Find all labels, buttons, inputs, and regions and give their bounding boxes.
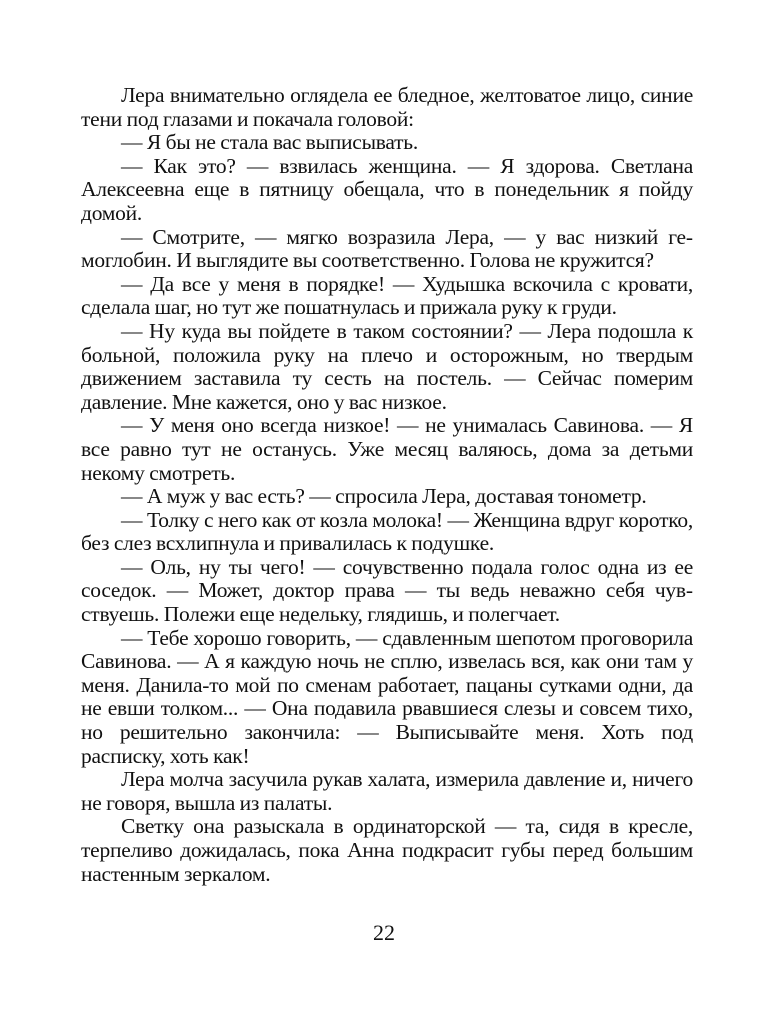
paragraph-8: — А муж у вас есть? — спросила Лера, доставая тонометр.	[121, 484, 647, 509]
paragraph-11: — Тебе хорошо говорить, — сдавленным шепотом проговорила Савинова. — А я каждую ночь не сплю, извелась вся, как они там у меня. Данила-то мой по сменам работает, пацаны сутками одни, да не евши толком... — Она подавила рвавшиеся слезы и совсем тихо, но решительно закончила: — Выписывайте меня. Хоть под расписку, хоть как!	[81, 625, 693, 768]
paragraph-3: — Как это? — взвилась женщина. — Я здорова. Светлана Алексеевна еще в пятницу обещала, что в понедельник я пойду домой.	[81, 153, 693, 225]
paragraph-6: — Ну куда вы пойдете в таком состоянии? — Лера подошла к больной, положила руку на плечо и осторожным, но твердым движением заставила ту сесть на постель. — Сейчас померим давление. Мне кажется, оно у вас низкое.	[81, 318, 693, 414]
paragraph-13: Светку она разыскала в ординаторской — та, сидя в кресле, терпеливо дожидалась, пока Анна подкрасит губы перед большим настенным зеркалом.	[81, 814, 693, 886]
paragraph-12: Лера молча засучила рукав халата, измерила давление и, ничего не говоря, вышла из палаты.	[81, 767, 693, 815]
book-page-text	[81, 84, 693, 886]
paragraph-7: — У меня оно всегда низкое! — не унималась Савинова. — Я все равно тут не останусь. Уже месяц валяюсь, дома за детьми некому смотреть.	[81, 413, 693, 485]
paragraph-1: Лера внимательно оглядела ее бледное, желтоватое лицо, синие тени под глазами и покачала головой:	[81, 83, 693, 131]
paragraph-9: — Толку с него как от козла молока! — Женщина вдруг коротко, без слез всхлипнула и привалилась к подушке.	[81, 507, 693, 556]
paragraph-5: — Да все у меня в порядке! — Худышка вскочила с кровати, сделала шаг, но тут же пошатнулась и прижала руку к груди.	[81, 271, 693, 320]
paragraph-10: — Оль, ну ты чего! — сочувственно подала голос одна из ее соседок. — Может, доктор права — ты ведь неважно себя чувствуешь. Полежи еще недельку, глядишь, и полегчает.	[81, 554, 693, 627]
paragraph-2: — Я бы не стала вас выписывать.	[121, 130, 418, 155]
paragraph-4: — Смотрите, — мягко возразила Лера, — у вас низкий гемоглобин. И выглядите вы соответственно. Голова не кружится?	[81, 224, 693, 273]
page-number: 22	[373, 920, 395, 945]
